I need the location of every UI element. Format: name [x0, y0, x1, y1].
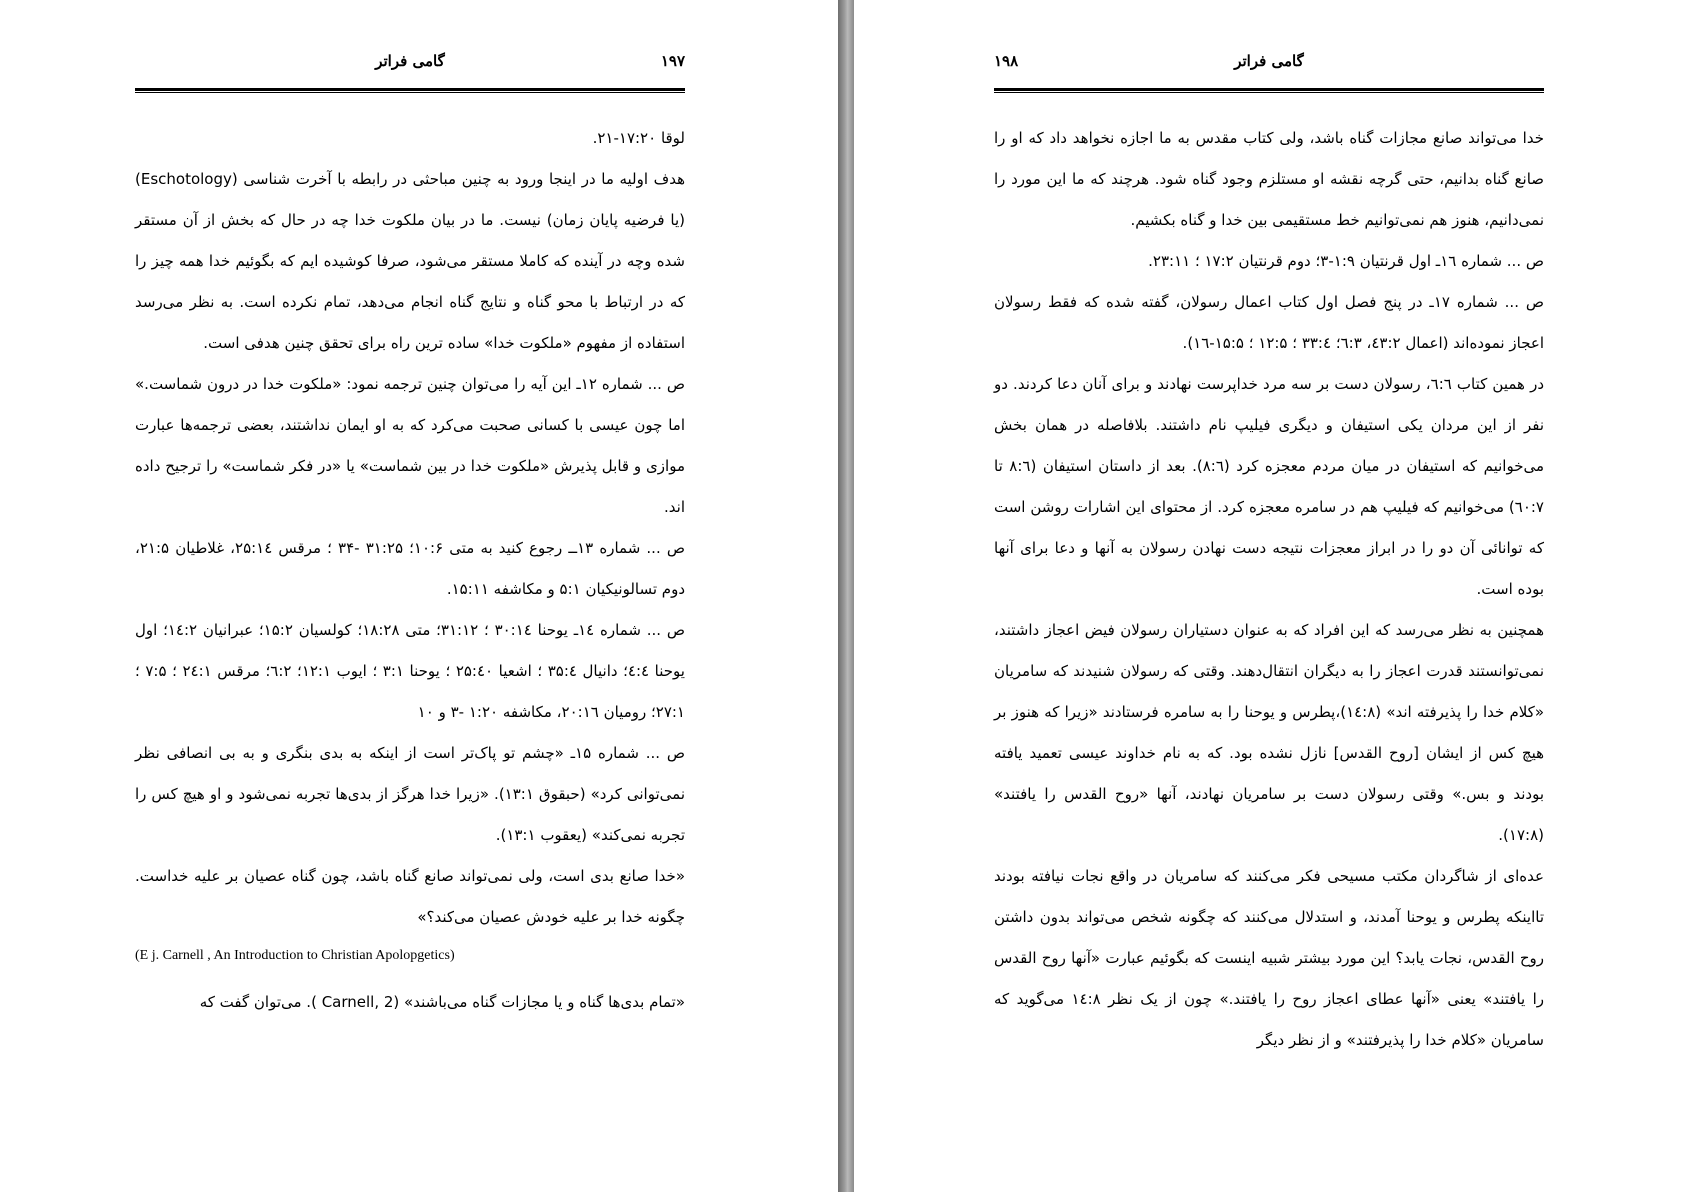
citation: (E j. Carnell , An Introduction to Christian Apolopgetics): [135, 948, 455, 963]
paragraph: «خدا صانع بدی است، ولی نمی‌تواند صانع گناه باشد، چون گناه عصیان بر علیه خداست. چگونه خدا بر علیه خودش عصیان می‌کند؟»: [135, 867, 685, 926]
paragraph: ص ... شماره ۱۷ـ در پنج فصل اول کتاب اعمال رسولان، گفته شده که فقط رسولان اعجاز نموده‌اند (اعمال ٤۳:۲، ٦:۳؛ ۳۳:٤ ؛ ۱۲:۵ ؛ ۱۵:۵-۱٦).: [994, 293, 1544, 352]
left-page: [0, 0, 838, 1192]
left-running-title: گامی فراتر: [375, 52, 445, 70]
right-running-title: گامی فراتر: [1234, 52, 1304, 70]
paragraph: ص ... شماره ۱۵ـ «چشم تو پاک‌تر است از اینکه به بدی بنگری و به بی انصافی نظر نمی‌توانی کرد» (حبقوق ۱۳:۱). «زیرا خدا هرگز از بدی‌ها تجربه نمی‌شود و او هیچ کس را تجربه نمی‌کند» (یعقوب ۱۳:۱).: [135, 744, 685, 844]
paragraph: ص ... شماره ۱۳ــ رجوع کنید به متی ۱۰:۶؛ ۳۱:۲۵ -۳۴ ؛ مرقس ۲۵:۱٤، غلاطیان ۲۱:۵، دوم تسالونیکیان ۵:۱ و مکاشفه ۱۵:۱۱.: [135, 539, 685, 598]
right-page-number: ۱۹۸: [994, 52, 1019, 70]
paragraph: خدا می‌تواند صانع مجازات گناه باشد، ولی کتاب مقدس به ما اجازه نخواهد داد که او را صانع گناه بدانیم، حتی گرچه نقشه او مستلزم وجود گناه شود. هرچند که ما این مورد را نمی‌دانیم، هنوز هم نمی‌توانیم خط مستقیمی بین خدا و گناه بکشیم.: [994, 129, 1544, 229]
left-page-body: [135, 118, 685, 1023]
paragraph: ص ... شماره ۱۲ـ این آیه را می‌توان چنین ترجمه نمود: «ملکوت خدا در درون شماست.» اما چون عیسی با کسانی صحبت می‌کرد که به او ایمان نداشتند، بعضی ترجمه‌ها عبارت موازی و قابل پذیرش «ملکوت خدا در بین شماست» یا «در فکر شماست» را ترجیح داده اند.: [135, 375, 685, 516]
paragraph: «تمام بدی‌ها گناه و یا مجازات گناه می‌باشند» (Carnell, 2 ). می‌توان گفت که: [199, 993, 685, 1011]
left-header-rule: [135, 88, 685, 93]
paragraph: هدف اولیه ما در اینجا ورود به چنین مباحثی در رابطه با آخرت شناسی (Eschotology) (یا فرضیه پایان زمان) نیست. ما در بیان ملکوت خدا چه در حال که بخش از آن مستقر شده وچه در آینده که کاملا مستقر می‌شود، صرفا کوشیده ایم که بگوئیم خدا همه چیز را که در ارتباط با محو گناه و نتایج گناه انجام می‌دهد، تمام نکرده است. به نظر می‌رسد استفاده از مفهوم «ملکوت خدا» ساده ترین راه برای تحقق چنین هدفی است.: [135, 170, 685, 352]
paragraph: ص ... شماره ۱٤ـ یوحنا ۳۰:۱٤ ؛ ۳۱:۱۲؛ متی ۱۸:۲۸؛ کولسیان ۱۵:۲؛ عبرانیان ۱٤:۲؛ اول یوحنا ٤:٤؛ دانیال ۳۵:٤ ؛ اشعیا ۲۵:٤۰ ؛ یوحنا ۳:۱ ؛ ایوب ۱۲:۱؛ ٦:۲؛ مرقس ۲٤:۱ ؛ ۷:۵ ؛ ۲۷:۱؛ رومیان ۲۰:۱٦، مکاشفه ۱:۲۰ -۳ و ۱۰: [135, 621, 685, 721]
paragraph: در همین کتاب ٦:٦، رسولان دست بر سه مرد خداپرست نهادند و برای آنان دعا کردند. دو نفر از این مردان یکی استیفان و دیگری فیلیپ نام داشتند. بلافاصله در همان بخش می‌خوانیم که استیفان در میان مردم معجزه کرد (۸:٦). بعد از داستان استیفان (۸:٦ تا ٦۰:۷) می‌خوانیم که فیلیپ هم در سامره معجزه کرد. از محتوای این اشارات روشن است که توانائی آن دو را در ابراز معجزات نتیجه دست نهادن رسولان به آنها و دعا برای آنها بوده است.: [994, 375, 1545, 598]
paragraph: ص ... شماره ۱٦ـ اول قرنتیان ۱:۹-۳؛ دوم قرنتیان ۱۷:۲ ؛ ۲۳:۱۱.: [1148, 252, 1544, 270]
left-page-header: [135, 50, 685, 84]
paragraph: همچنین به نظر می‌رسد که این افراد که به عنوان دستیاران رسولان فیض اعجاز داشتند، نمی‌توانستند قدرت اعجاز را به دیگران انتقال‌دهند. وقتی که رسولان شنیدند که سامریان «کلام خدا را پذیرفته اند» (۱٤:۸)،پطرس و یوحنا را به سامره فرستادند «زیرا که هنوز بر هیچ کس از ایشان [روح القدس] نازل نشده بود. که به نام خداوند عیسی تعمید یافته بودند و بس.» وقتی رسولان دست بر سامریان نهادند، آنها «روح القدس را یافتند» (۱۷:۸).: [994, 621, 1544, 844]
left-page-number: ۱۹۷: [660, 52, 685, 70]
book-gutter: [838, 0, 854, 1192]
right-header-rule: [994, 88, 1544, 93]
paragraph: لوقا ۱۷:۲۰-۲۱.: [592, 129, 685, 147]
right-page-header: [994, 50, 1544, 84]
right-page: [854, 0, 1692, 1192]
right-page-body: [994, 118, 1544, 1061]
paragraph: عده‌ای از شاگردان مکتب مسیحی فکر می‌کنند که سامریان در واقع نجات نیافته بودند تااینکه پطرس و یوحنا آمدند، و استدلال می‌کنند که چگونه شخص می‌تواند بدون داشتن روح القدس، نجات یابد؟ این مورد بیشتر شبیه اینست که بگوئیم عبارت «آنها روح القدس را یافتند» یعنی «آنها عطای اعجاز روح را یافتند.» چون از یک نظر ۱٤:۸ می‌گوید که سامریان «کلام خدا را پذیرفتند» و از نظر دیگر: [994, 867, 1544, 1049]
